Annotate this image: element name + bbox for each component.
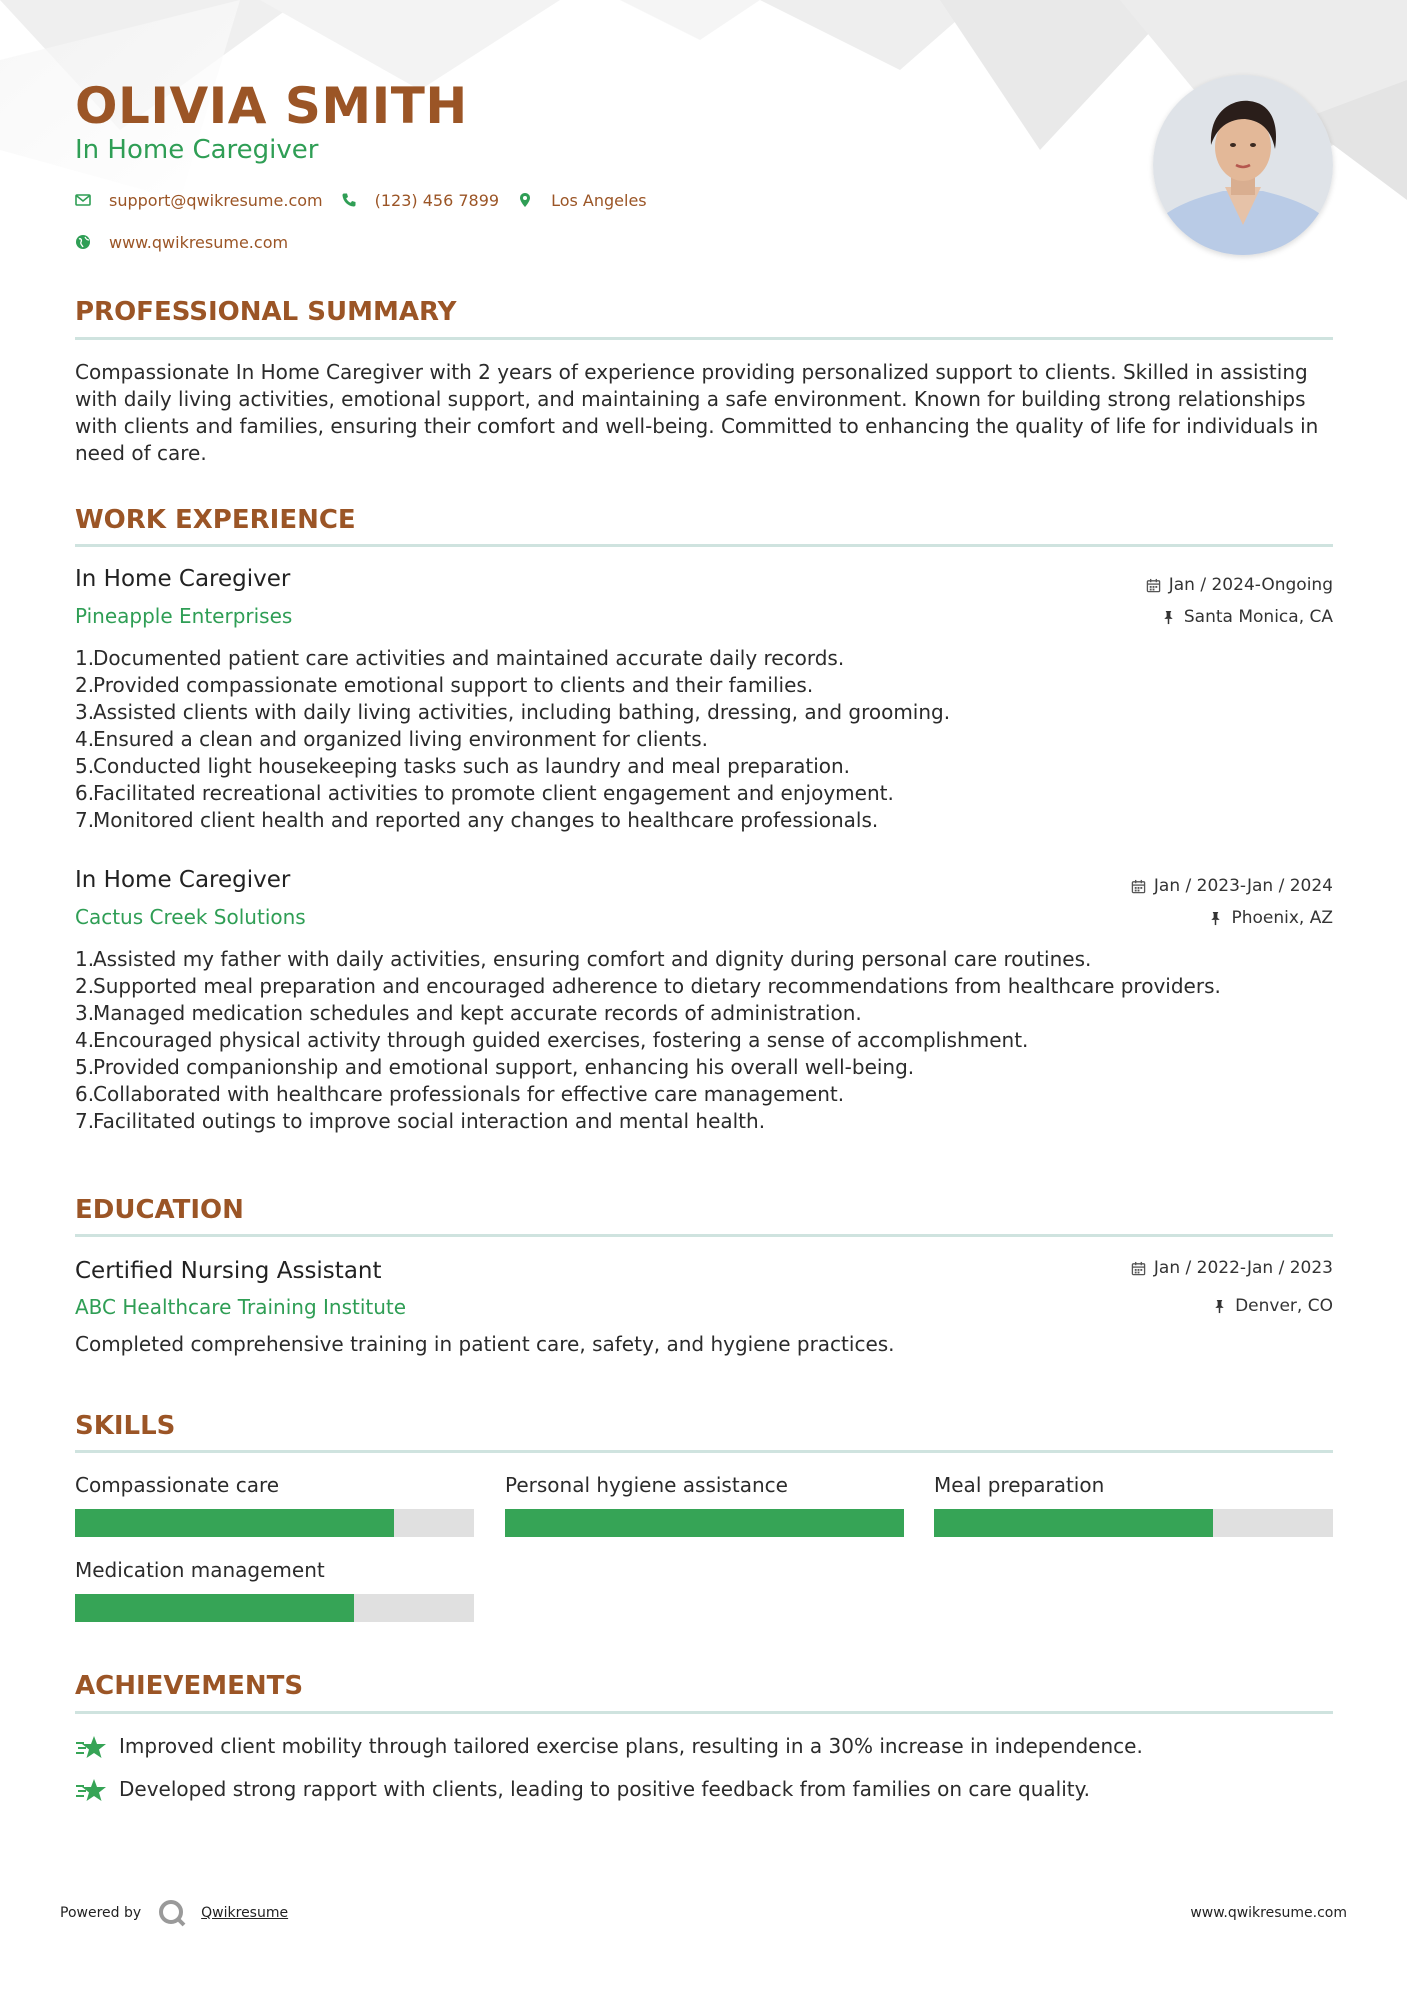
job-location [1161, 606, 1333, 628]
skill-bar [934, 1509, 1333, 1537]
list-item: 5.Conducted light housekeeping tasks such as laundry and meal preparation. [75, 754, 851, 778]
skill-bar-fill [505, 1509, 904, 1537]
list-item: 5.Provided companionship and emotional support, enhancing his overall well-being. [75, 1055, 915, 1079]
skill-bar [505, 1509, 904, 1537]
email-text: support@qwikresume.com [109, 190, 323, 210]
globe-icon [75, 234, 91, 250]
skill-bar-fill [75, 1509, 394, 1537]
skill-name: Medication management [75, 1558, 325, 1582]
section-title-skills: SKILLS [75, 1411, 176, 1441]
phone-icon [341, 192, 357, 208]
skill-name: Personal hygiene assistance [505, 1473, 788, 1497]
list-item: 7.Facilitated outings to improve social interaction and mental health. [75, 1109, 766, 1133]
education-description: Completed comprehensive training in patient care, safety, and hygiene practices. [75, 1332, 895, 1356]
degree-title: Certified Nursing Assistant [75, 1258, 382, 1284]
job-company: Cactus Creek Solutions [75, 905, 306, 929]
summary-text: Compassionate In Home Caregiver with 2 years of experience providing personalized support to clients. Skilled in assisting with daily living activities, emotional support, and maintaining a safe environment. Known for building strong relationships with clients and families, ensuring their comfort and well-being. Committed to enhancing the quality of life for individuals in need of care. [75, 360, 1319, 465]
job-duties-list [75, 946, 1333, 1135]
job-title: In Home Caregiver [75, 867, 291, 893]
star-icon [75, 1734, 107, 1760]
contact-row-secondary [75, 228, 665, 256]
list-item: 4.Encouraged physical activity through guided exercises, fostering a sense of accomplishment. [75, 1028, 1029, 1052]
brand-link[interactable]: Qwikresume [201, 1905, 289, 1921]
calendar-icon [1146, 578, 1161, 593]
list-item: 2.Supported meal preparation and encouraged adherence to dietary recommendations from healthcare providers. [75, 974, 1221, 998]
job-dates-text: Jan / 2023-Jan / 2024 [1153, 876, 1333, 896]
section-divider [75, 1234, 1333, 1237]
education-dates-text: Jan / 2022-Jan / 2023 [1153, 1258, 1333, 1278]
job-company: Pineapple Enterprises [75, 604, 293, 628]
achievement-text: Developed strong rapport with clients, leading to positive feedback from families on care quality. [119, 1777, 1090, 1801]
pin-icon [1161, 610, 1176, 625]
website-text: www.qwikresume.com [109, 232, 289, 252]
school-name: ABC Healthcare Training Institute [75, 1295, 407, 1319]
education-location [1212, 1295, 1333, 1317]
list-item: 7.Monitored client health and reported any changes to healthcare professionals. [75, 808, 879, 832]
job-duties-list [75, 645, 1333, 834]
skill-name: Compassionate care [75, 1473, 280, 1497]
contact-info [75, 186, 665, 270]
phone-text: (123) 456 7899 [374, 190, 500, 210]
list-item: 6.Facilitated recreational activities to promote client engagement and enjoyment. [75, 781, 894, 805]
contact-email[interactable] [75, 191, 323, 210]
list-item: 6.Collaborated with healthcare professionals for effective care management. [75, 1082, 845, 1106]
contact-phone[interactable] [341, 191, 499, 210]
skill-item [934, 1472, 1333, 1537]
skill-bar [75, 1509, 474, 1537]
job-dates-text: Jan / 2024-Ongoing [1168, 575, 1333, 595]
list-item: 3.Assisted clients with daily living activities, including bathing, dressing, and grooming. [75, 700, 951, 724]
list-item: 4.Ensured a clean and organized living environment for clients. [75, 727, 708, 751]
section-title-achievements: ACHIEVEMENTS [75, 1671, 304, 1701]
section-divider [75, 1450, 1333, 1453]
section-divider [75, 544, 1333, 547]
list-item: 1.Assisted my father with daily activities, ensuring comfort and dignity during personal care routines. [75, 947, 1092, 971]
calendar-icon [1131, 879, 1146, 894]
pin-icon [1208, 911, 1223, 926]
list-item: 3.Managed medication schedules and kept accurate records of administration. [75, 1001, 862, 1025]
skill-bar [75, 1594, 474, 1622]
location-text: Los Angeles [551, 190, 647, 210]
job-title: In Home Caregiver [75, 566, 291, 592]
candidate-name: OLIVIA SMITH [75, 77, 468, 135]
skill-item [75, 1557, 474, 1622]
job-dates [1131, 875, 1333, 897]
qwikresume-logo-icon [157, 1898, 187, 1928]
envelope-icon [75, 192, 91, 208]
job-location-text: Phoenix, AZ [1231, 908, 1333, 928]
candidate-role: In Home Caregiver [75, 135, 319, 165]
skill-item [75, 1472, 474, 1537]
achievement-text: Improved client mobility through tailored exercise plans, resulting in a 30% increase in independence. [119, 1734, 1143, 1758]
education-dates [1131, 1257, 1333, 1279]
achievement-item [75, 1776, 1090, 1803]
section-divider [75, 337, 1333, 340]
profile-photo [1153, 75, 1333, 255]
job-location [1208, 907, 1333, 929]
section-title-experience: WORK EXPERIENCE [75, 505, 356, 535]
section-divider [75, 1711, 1333, 1714]
job-dates [1146, 574, 1333, 596]
skill-bar-fill [75, 1594, 354, 1622]
list-item: 2.Provided compassionate emotional support to clients and their families. [75, 673, 814, 697]
pin-icon [1212, 1299, 1227, 1314]
section-title-education: EDUCATION [75, 1195, 244, 1225]
footer-url[interactable]: www.qwikresume.com [1190, 1905, 1347, 1921]
powered-by-label: Powered by [60, 1905, 142, 1921]
contact-website[interactable] [75, 233, 288, 252]
contact-location [517, 191, 647, 210]
contact-row-primary [75, 186, 665, 214]
skill-name: Meal preparation [934, 1473, 1105, 1497]
education-location-text: Denver, CO [1235, 1296, 1333, 1316]
list-item: 1.Documented patient care activities and maintained accurate daily records. [75, 646, 845, 670]
star-icon [75, 1777, 107, 1803]
achievement-item [75, 1733, 1143, 1760]
job-location-text: Santa Monica, CA [1183, 607, 1333, 627]
skill-bar-fill [934, 1509, 1213, 1537]
map-marker-icon [517, 192, 533, 208]
skill-item [505, 1472, 904, 1537]
section-title-summary: PROFESSIONAL SUMMARY [75, 297, 457, 327]
calendar-icon [1131, 1261, 1146, 1276]
footer-powered-by [60, 1898, 288, 1928]
